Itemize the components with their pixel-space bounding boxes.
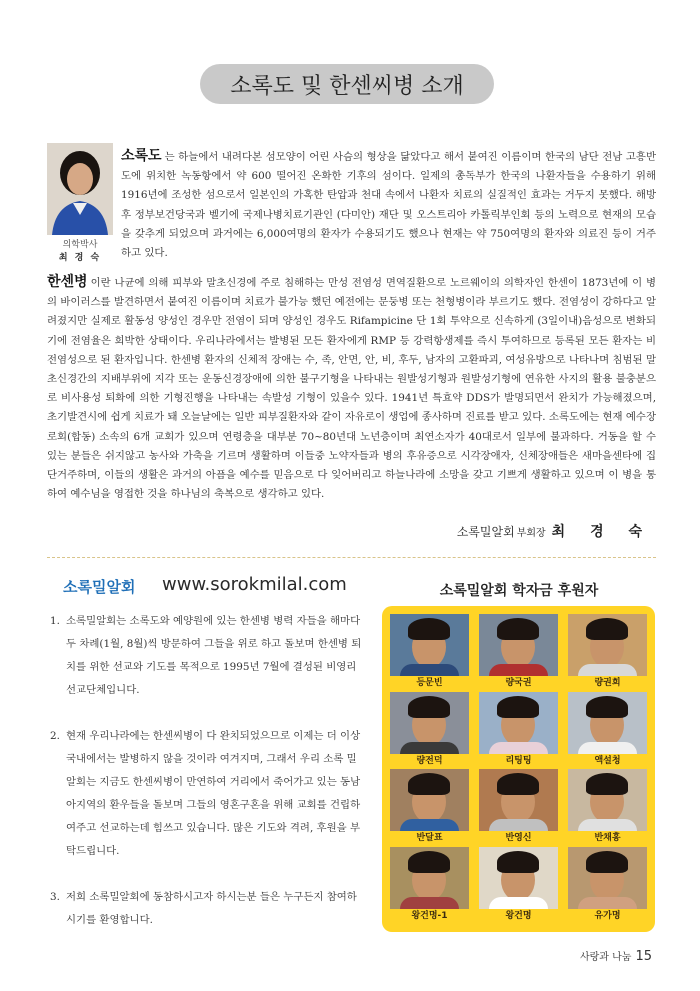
sponsor-card	[568, 847, 647, 925]
sponsors-title: 소록밀알회 학자금 후원자	[439, 583, 599, 599]
signature	[457, 521, 652, 541]
sponsor-name: 왕건명	[505, 910, 532, 921]
list-item	[50, 886, 362, 932]
sponsor-photo	[390, 614, 469, 676]
sponsor-name: 반달표	[416, 833, 443, 843]
sponsor-name: 량국권	[505, 678, 532, 688]
list-item-text: 소록밀알회는 소록도와 예양원에 있는 한센병 병력 자들을 해마다 두 차례(1월, 8월)씩 방문하여 그들을 위로 하고 돌보며 한센병 퇴치를 위한 선교와 기도를 목적으로 1995년 7월에 결성된 비영리 선교단체입니다.	[66, 615, 362, 696]
sponsor-photo	[568, 769, 647, 831]
page-number: 15	[635, 949, 652, 964]
sponsor-name: 액설청	[594, 755, 621, 766]
sponsor-card	[390, 614, 469, 692]
sponsor-name: 반영신	[505, 833, 532, 843]
sponsor-photo	[390, 769, 469, 831]
signature-name: 최 경 숙	[551, 524, 652, 540]
sponsor-photo	[390, 847, 469, 909]
sponsor-name: 반채홍	[594, 833, 621, 843]
sponsor-name: 리팅팅	[505, 755, 532, 766]
sponsor-photo	[568, 692, 647, 754]
intro-sorokdo	[121, 147, 656, 263]
signature-org: 소록밀알회	[456, 525, 515, 539]
list-item-number: 3.	[50, 891, 60, 903]
sponsor-photo	[479, 692, 558, 754]
sponsor-card	[568, 614, 647, 692]
sponsor-name: 유가명	[594, 910, 621, 921]
page-footer	[580, 948, 652, 964]
list-item-number: 2.	[50, 730, 60, 742]
intro-hansen	[47, 273, 656, 504]
sorokdo-text: 는 하늘에서 내려다본 섬모양이 어린 사슴의 형상을 닮았다고 해서 붙여진 이름이며 한국의 남단 전남 고흥반도에 위치한 녹동항에서 약 600 떨어진 온화한 기후의 섬이다. 일제의 총독부가 한국의 나환자들을 수용하기 위해 1916년에 조성한 섬으로서 일본인의 가혹한 탄압과 천대 속에서 나환자 치료의 실질적인 효과는 거두지 못했다. 해방후 정부보건당국과 벨기에 국제나병치료기관인 (다미안) 재단 및 오스트리아 카톨릭부인회 등의 노력으로 현재의 모습을 갖추게 되었으며 과거에는 6,000여명의 환자가 수용되기도 했으나 현재는 약 750여명의 환자와 의료진 등이 거주하고 있다.	[121, 151, 656, 260]
list-item-text: 저희 소록밀알회에 동참하시고자 하시는분 들은 누구든지 참여하시기를 환영합니다.	[66, 891, 357, 926]
sponsor-photo	[479, 614, 558, 676]
org-info-list	[50, 610, 362, 955]
footer-label: 사랑과 나눔	[579, 952, 632, 963]
list-item	[50, 725, 362, 863]
sponsor-card	[390, 692, 469, 770]
sponsor-name: 왕건명-1	[411, 910, 448, 921]
author-name: 최 경 숙	[58, 253, 102, 263]
org-url-link[interactable]: www.sorokmilal.com	[162, 574, 347, 595]
section-divider	[47, 557, 656, 558]
sorokdo-heading: 소록도	[121, 148, 162, 164]
org-title: 소록밀알회	[63, 578, 136, 596]
page-title: 소록도 및 한센씨병 소개	[200, 64, 494, 104]
hansen-text: 이란 나균에 의해 피부와 말초신경에 주로 침해하는 만성 전염성 면역질환으로 노르웨이의 의학자인 한센이 1873년에 이 병의 바이러스를 발견하면서 붙여진 이름이며 치료가 불가능 했던 예전에는 문둥병 또는 천형병이라 부르기도 했다. 전염성이 강하다고 알려졌지만 실제로 활동성 양성인 경우만 전염이 되며 양성인 경우도 Rifampicine 단 1회 투약으로 신속하게 (3일이내)음성으로 변화되기에 전염율은 희박한 상태이다. 우리나라에서는 발병된 모든 환자에게 RMP 등 강력항생제를 즉시 투여하므로 등록된 모든 환자는 비전염성으로 된 환자입니다. 한센병 환자의 신체적 장애는 수, 족, 안면, 안, 비, 후두, 남자의 고환파괴, 여성유방으로 나타나며 침범된 말초신경간의 지배부위에 지각 또는 운동신경장애에 의한 불구기형을 나타내는 원발성기형과 원발성기형에 연유한 사지의 활용 불충분으로 비사용성 퇴화에 의한 기형진행을 나타내는 속발성 기형이 있을수 있다. 1941년 특효약 DDS가 발명되면서 완치가 가능해졌으며, 초기발견시에 쉽게 치료가 돼 오늘날에는 일반 피부질환자와 같이 자유로이 생업에 종사하며 진료를 받고 있다. 소록도에는 현재 예수장로회(합동) 소속의 6개 교회가 있으며 연령층을 대부분 70~80년대 노년층이며 최연소자가 40대로서 일부에 불과하다. 거동을 할 수 있는 분들은 쉬지않고 농사와 가축을 기르며 생활하며 이들중 노약자들과 병의 후유증으로 시각장애자, 신체장애들은 새마을센타에 집단거주하며, 이들의 생활은 과거의 아픔을 예수를 믿음으로 다 잊어버리고 하늘나라에 소망을 갖고 기쁘게 생활하고 있으며 이 병을 통하여 예수님을 영접한 것을 하나님의 축복으로 생각하고 있다.	[47, 277, 656, 501]
sponsor-photo	[479, 769, 558, 831]
sponsors-board	[382, 606, 655, 932]
author-photo	[47, 143, 113, 235]
sponsor-card	[479, 769, 558, 847]
signature-role: 부회장	[516, 528, 546, 539]
sponsor-photo	[390, 692, 469, 754]
sponsor-card	[568, 769, 647, 847]
list-item	[50, 610, 362, 702]
sponsor-name: 량권희	[594, 678, 621, 688]
sponsor-card	[390, 847, 469, 925]
list-item-number: 1.	[50, 615, 60, 627]
sponsor-photo	[479, 847, 558, 909]
hansen-heading: 한센병	[47, 274, 88, 290]
sponsor-photo	[568, 847, 647, 909]
author-role: 의학박사	[62, 240, 98, 250]
list-item-text: 현재 우리나라에는 한센씨병이 다 완치되었으므로 이제는 더 이상 국내에서는 발병하지 않을 것이라 여겨지며, 그래서 우리 소록 밀알회는 지금도 한센씨병이 만연하여 거리에서 죽어가고 있는 동남아지역의 환우들을 돌보며 그들의 영혼구혼을 위해 교회를 건립하여주고 선교하는데 힘쓰고 있습니다. 많은 기도와 격려, 후원을 부탁드립니다.	[66, 730, 361, 857]
sponsor-card	[568, 692, 647, 770]
sponsor-card	[479, 614, 558, 692]
sponsor-name: 량전덕	[416, 755, 443, 766]
sponsor-card	[479, 692, 558, 770]
sponsor-card	[479, 847, 558, 925]
sponsors-grid	[390, 614, 647, 924]
sponsor-card	[390, 769, 469, 847]
sponsor-name: 등문빈	[416, 678, 443, 688]
sponsor-photo	[568, 614, 647, 676]
